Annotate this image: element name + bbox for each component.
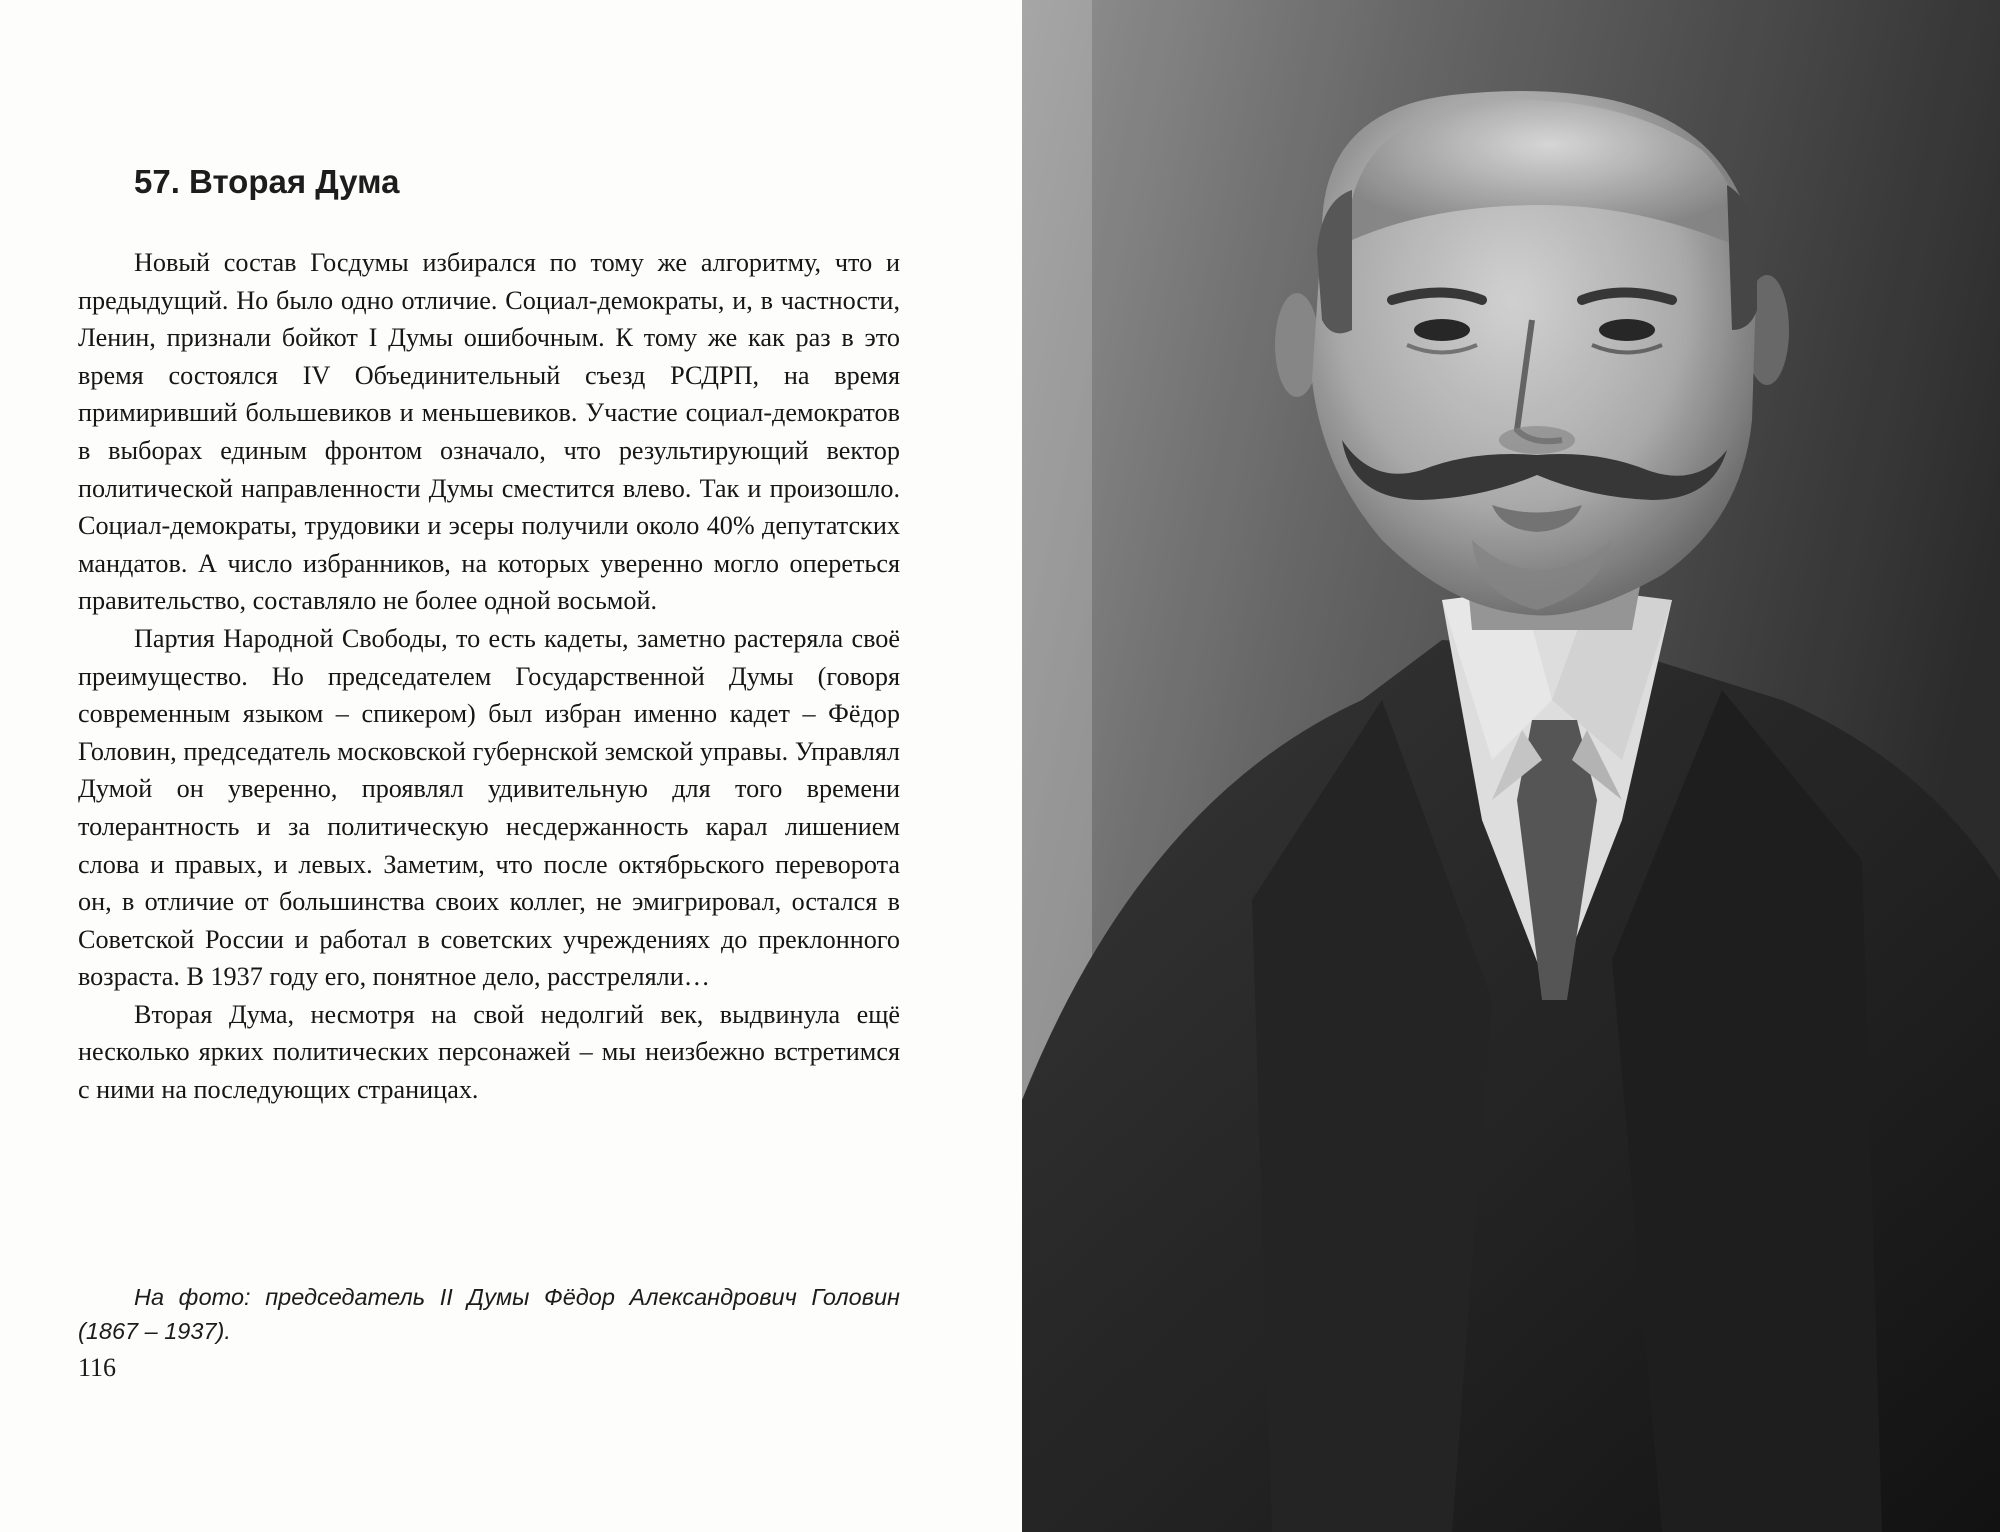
paragraph-2: Партия Народной Свободы, то есть кадеты, заметно растеряла своё преимущество. Но председателем Государственной Думы (говоря современным языком – спикером) был избран именно кадет – Фёдор Головин, председатель московской губернской земской управы. Управлял Думой он уверенно, проявлял удивительную для того времени толерантность и за политическую несдержанность карал лишением слова и правых, и левых. Заметим, что после октябрьского переворота он, в отличие от большинства своих коллег, не эмигрировал, остался в Советской России и работал в советских учреждениях до преклонного возраста. В 1937 году его, понятное дело, расстреляли… bbox=[78, 623, 900, 992]
portrait-photo bbox=[1022, 0, 2000, 1532]
chapter-heading: 57. Вторая Дума bbox=[134, 163, 400, 200]
photo-caption: На фото: председатель II Думы Фёдор Александрович Головин (1867 – 1937). bbox=[78, 1284, 900, 1344]
portrait-illustration bbox=[1022, 0, 2000, 1532]
paragraph-1: Новый состав Госдумы избирался по тому же алгоритму, что и предыдущий. Но было одно отличие. Социал-демократы, и, в частности, Ленин, признали бойкот I Думы ошибочным. К тому же как раз в это время состоялся IV Объединительный съезд РСДРП, на время примиривший большевиков и меньшевиков. Участие социал-демократов в выборах единым фронтом означало, что результирующий вектор политической направленности Думы сместится влево. Так и произошло. Социал-демократы, трудовики и эсеры получили около 40% депутатских мандатов. А число избранников, на которых уверенно могло опереться правительство, составляло не более одной восьмой. bbox=[78, 248, 900, 616]
paragraph-3: Вторая Дума, несмотря на свой недолгий век, выдвинула ещё несколько ярких политических персонажей – мы неизбежно встретимся с ними на последующих страницах. bbox=[78, 999, 900, 1105]
body-text bbox=[78, 244, 900, 1109]
page-number: 116 bbox=[78, 1353, 117, 1382]
